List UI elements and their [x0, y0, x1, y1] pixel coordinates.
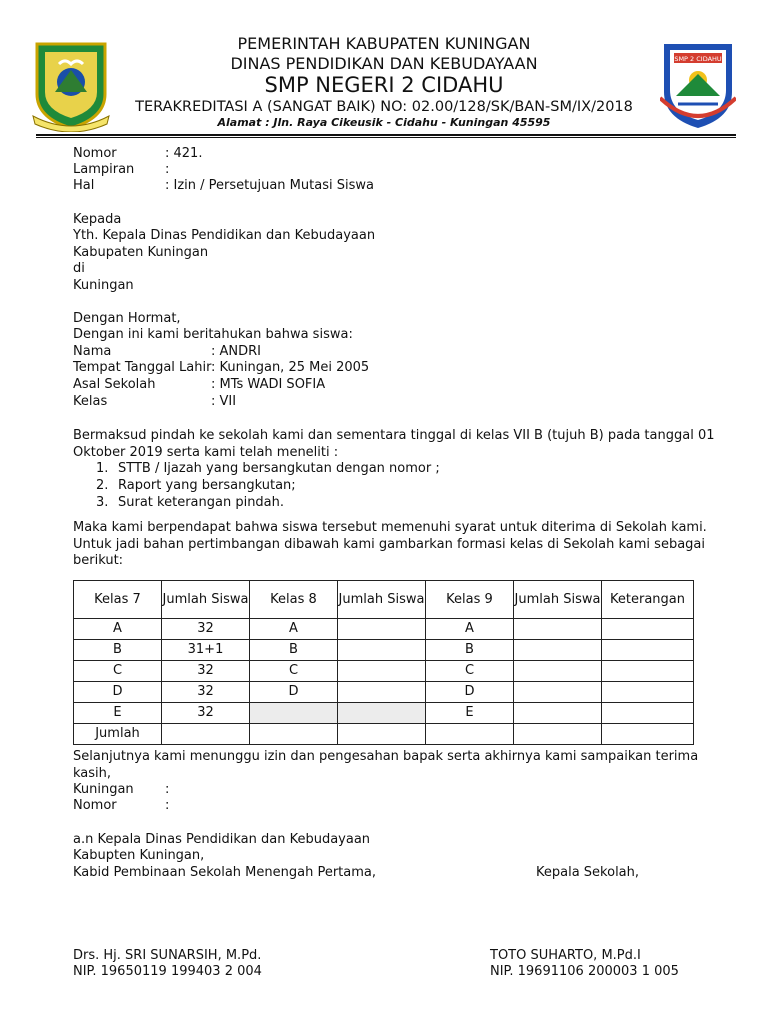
header-cell: Jumlah Siswa — [162, 581, 250, 619]
intro-text: Dengan ini kami beritahukan bahwa siswa: — [73, 327, 353, 342]
recipient-line: di — [73, 261, 85, 276]
table-cell — [250, 724, 338, 745]
table-cell — [602, 661, 694, 682]
table-cell: B — [250, 640, 338, 661]
student-label-class: Kelas — [73, 394, 108, 409]
table-cell — [514, 619, 602, 640]
student-value-birth: : Kuningan, 25 Mei 2005 — [211, 360, 370, 375]
recipient-line: Kabupaten Kuningan — [73, 245, 209, 260]
student-value-school: : MTs WADI SOFIA — [211, 377, 326, 392]
check-number-1: 1. — [96, 461, 109, 476]
greeting: Dengan Hormat, — [73, 311, 181, 326]
table-cell — [602, 703, 694, 724]
table-cell — [514, 724, 602, 745]
meta-label-hal: Hal — [73, 178, 95, 193]
table-cell — [602, 640, 694, 661]
table-cell: C — [250, 661, 338, 682]
table-cell: 32 — [162, 682, 250, 703]
table-cell-empty — [250, 703, 338, 724]
signatory-left-nip: NIP. 19650119 199403 2 004 — [73, 964, 262, 979]
table-cell: B — [426, 640, 514, 661]
student-label-name: Nama — [73, 344, 112, 359]
recipient-line: Kepada — [73, 212, 122, 227]
table-cell-empty — [338, 703, 426, 724]
table-cell: A — [74, 619, 162, 640]
table-cell — [602, 724, 694, 745]
table-row — [74, 682, 694, 703]
table-cell: E — [74, 703, 162, 724]
table-row — [74, 661, 694, 682]
student-label-school: Asal Sekolah — [73, 377, 156, 392]
school-name: SMP NEGERI 2 CIDAHU — [264, 73, 504, 97]
table-cell: D — [250, 682, 338, 703]
signatory-left-line: Kabupten Kuningan, — [73, 848, 205, 863]
header-cell: Keterangan — [602, 581, 694, 619]
government-name: PEMERINTAH KABUPATEN KUNINGAN — [237, 34, 531, 53]
table-cell: A — [250, 619, 338, 640]
table-cell — [338, 724, 426, 745]
signatory-right-name: TOTO SUHARTO, M.Pd.I — [490, 948, 641, 963]
header-cell: Kelas 9 — [426, 581, 514, 619]
signatory-right-title: Kepala Sekolah, — [536, 865, 640, 880]
signatory-left-name: Drs. Hj. SRI SUNARSIH, M.Pd. — [73, 948, 262, 963]
meta-label-nomor: Nomor — [73, 146, 117, 161]
table-cell: 32 — [162, 703, 250, 724]
recipient-line: Kuningan — [73, 278, 134, 293]
check-number-2: 2. — [96, 478, 109, 493]
recipient-line: Yth. Kepala Dinas Pendidikan dan Kebudayaan — [73, 228, 376, 243]
school-address: Alamat : Jln. Raya Cikeusik - Cidahu - Kuningan 45595 — [217, 116, 551, 129]
meta-value-lampiran: : — [165, 162, 170, 177]
purpose-paragraph: Bermaksud pindah ke sekolah kami dan sementara tinggal di kelas VII B (tujuh B) pada tanggal 01 Oktober 2019 serta kami telah meneliti : — [73, 428, 715, 460]
table-cell: Jumlah — [74, 724, 162, 745]
table-cell: 31+1 — [162, 640, 250, 661]
student-label-birth: Tempat Tanggal Lahir — [73, 360, 212, 375]
class-formation-table — [73, 580, 694, 745]
signatory-left-line: a.n Kepala Dinas Pendidikan dan Kebudayaan — [73, 832, 371, 847]
table-cell — [338, 682, 426, 703]
table-row — [74, 703, 694, 724]
student-value-name: : ANDRI — [211, 344, 262, 359]
table-cell: C — [74, 661, 162, 682]
table-cell — [426, 724, 514, 745]
header-cell: Kelas 7 — [74, 581, 162, 619]
meta-value-hal: : Izin / Persetujuan Mutasi Siswa — [165, 178, 374, 193]
approval-label-place: Kuningan — [73, 782, 134, 797]
svg-text:SMP 2 CIDAHU: SMP 2 CIDAHU — [674, 55, 722, 63]
table-cell — [514, 703, 602, 724]
table-row — [74, 619, 694, 640]
closing-paragraph: Selanjutnya kami menunggu izin dan pengesahan bapak serta akhirnya kami sampaikan terima kasih, — [73, 749, 699, 781]
table-cell: D — [74, 682, 162, 703]
header-rule-thick — [36, 134, 736, 136]
table-cell: B — [74, 640, 162, 661]
table-cell: D — [426, 682, 514, 703]
check-number-3: 3. — [96, 495, 109, 510]
table-cell: 32 — [162, 619, 250, 640]
table-cell — [602, 619, 694, 640]
check-item: Raport yang bersangkutan; — [118, 478, 296, 493]
header-rule-thin — [36, 137, 736, 138]
meta-value-nomor: : 421. — [165, 146, 203, 161]
table-cell: C — [426, 661, 514, 682]
signatory-left-title: Kabid Pembinaan Sekolah Menengah Pertama, — [73, 865, 376, 880]
table-header-row — [74, 581, 694, 619]
table-cell — [338, 661, 426, 682]
header-cell: Jumlah Siswa — [514, 581, 602, 619]
table-cell — [338, 619, 426, 640]
approval-value-number: : — [165, 798, 170, 813]
table-cell — [338, 640, 426, 661]
meta-label-lampiran: Lampiran — [73, 162, 135, 177]
student-value-class: : VII — [211, 394, 237, 409]
table-cell — [602, 682, 694, 703]
approval-label-number: Nomor — [73, 798, 117, 813]
check-item: Surat keterangan pindah. — [118, 495, 285, 510]
department-name: DINAS PENDIDIKAN DAN KEBUDAYAAN — [230, 54, 538, 73]
header-cell: Jumlah Siswa — [338, 581, 426, 619]
table-cell — [514, 682, 602, 703]
accreditation: TERAKREDITASI A (SANGAT BAIK) NO: 02.00/128/SK/BAN-SM/IX/2018 — [135, 99, 633, 115]
table-cell: 32 — [162, 661, 250, 682]
approval-value-place: : — [165, 782, 170, 797]
signatory-right-nip: NIP. 19691106 200003 1 005 — [490, 964, 679, 979]
conclusion-paragraph: Maka kami berpendapat bahwa siswa tersebut memenuhi syarat untuk diterima di Sekolah kami. Untuk jadi bahan pertimbangan dibawah kami gambarkan formasi kelas di Sekolah kami sebagai berikut: — [73, 520, 707, 568]
header-cell: Kelas 8 — [250, 581, 338, 619]
table-cell — [514, 661, 602, 682]
table-row — [74, 640, 694, 661]
table-cell: A — [426, 619, 514, 640]
table-cell — [514, 640, 602, 661]
check-item: STTB / Ijazah yang bersangkutan dengan nomor ; — [118, 461, 440, 476]
table-cell — [162, 724, 250, 745]
table-total-row — [74, 724, 694, 745]
table-cell: E — [426, 703, 514, 724]
